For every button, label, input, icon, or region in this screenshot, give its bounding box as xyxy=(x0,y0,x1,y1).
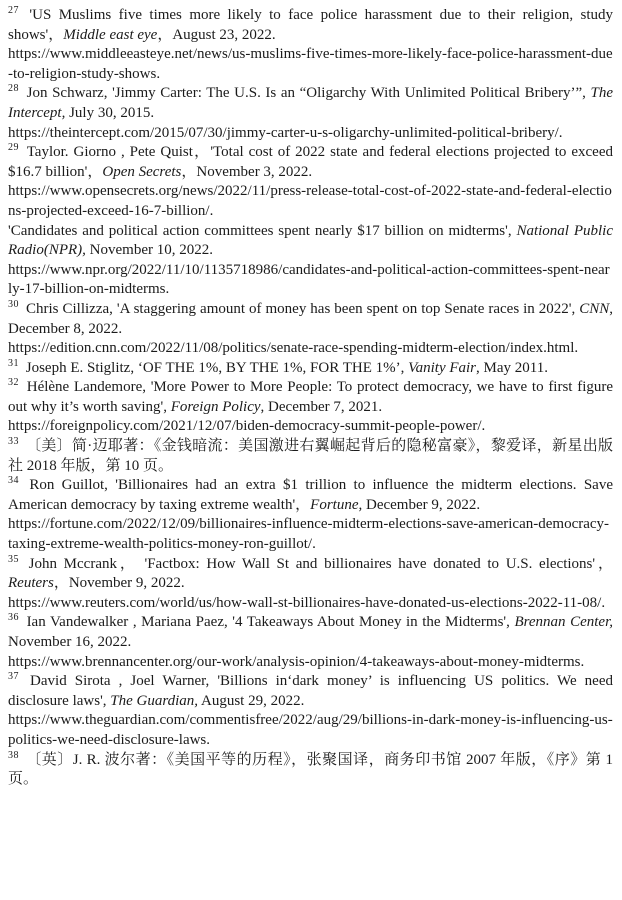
citation-segment: ，November 9, 2022. xyxy=(53,575,185,592)
citation-text xyxy=(8,437,613,476)
footnote-number: 33 xyxy=(8,436,19,448)
source-name: National Public Radio(NPR), xyxy=(8,222,613,259)
citation-segment: November 16, 2022. xyxy=(8,634,132,650)
footnote-number: 28 xyxy=(8,83,19,95)
citation-url: https://www.brennancenter.org/our-work/analysis-opinion/4-takeaways-about-money-midterms. xyxy=(8,653,585,670)
source-name: Middle east eye xyxy=(63,26,158,43)
citation-segment: 'Candidates and political action committees spent nearly $17 billion on midterms', xyxy=(8,222,517,239)
footnote-number: 38 xyxy=(8,749,19,761)
citation-text xyxy=(8,143,613,182)
citation-url: https://fortune.com/2022/12/09/billionaires-influence-midterm-elections-save-american-democracy-taxing-extreme-wealth-politics-money-ron-guillot/. xyxy=(8,516,610,553)
citation-text xyxy=(8,6,613,45)
footnote-number: 29 xyxy=(8,142,19,154)
citation-segment: November 10, 2022. xyxy=(85,242,213,259)
footnote xyxy=(8,300,613,359)
footnote xyxy=(8,751,613,790)
citation-segment: , December 8, 2022. xyxy=(8,300,614,337)
footnote-list xyxy=(8,6,613,790)
footnote-number: 31 xyxy=(8,357,19,369)
citation-url: https://www.theguardian.com/commentisfree/2022/aug/29/billions-in-dark-money-is-influencing-us-politics-we-need-disclosure-laws. xyxy=(8,712,613,748)
footnote xyxy=(8,143,613,221)
source-name: Open Secrets xyxy=(102,163,182,180)
citation-url: https://www.middleeasteye.net/news/us-muslims-five-times-more-likely-face-police-harassment-due-to-religion-study-shows. xyxy=(8,46,613,82)
citation-segment: Taylor. Giorno , Pete Quist，'Total cost of 2022 state and federal elections projected to exceed $16.7 billion'， xyxy=(8,144,614,180)
citation-text xyxy=(8,359,613,379)
source-name: CNN xyxy=(579,300,610,317)
footnote xyxy=(8,555,613,614)
citation-text xyxy=(8,751,613,790)
citation-text xyxy=(8,300,613,339)
citation-text xyxy=(8,476,613,515)
footnote-number: 37 xyxy=(8,671,19,683)
citation-segment: 〔美〕简·迈耶著：《金钱暗流：美国激进右翼崛起背后的隐秘富豪》，黎爱译，新星出版社 2018 年版，第 10 页。 xyxy=(8,438,614,474)
citation-segment: July 30, 2015. xyxy=(65,104,155,121)
source-name: The Intercept, xyxy=(8,85,614,121)
citation-url: https://www.npr.org/2022/11/10/1135718986/candidates-and-political-action-committees-spent-nearly-17-billion-on-midterms. xyxy=(8,261,610,298)
source-name: Vanity Fair xyxy=(408,359,477,376)
citation-url: https://edition.cnn.com/2022/11/08/politics/senate-race-spending-midterm-election/index.html. xyxy=(8,340,579,357)
citation-text xyxy=(8,84,613,123)
footnote-number: 30 xyxy=(8,298,19,310)
citation-segment: 'US Muslims five times more likely to face police harassment due to their religion, study shows'， xyxy=(8,7,613,43)
footnote xyxy=(8,84,613,143)
citation-url: https://www.opensecrets.org/news/2022/11/press-release-total-cost-of-2022-state-and-federal-elections-projected-exceed-16-7-billion/. xyxy=(8,183,612,219)
source-name: Foreign Policy xyxy=(170,398,261,415)
citation-text xyxy=(8,555,613,594)
citation-url: https://www.reuters.com/world/us/how-wall-st-billionaires-have-donated-us-elections-2022-11-08/. xyxy=(8,594,606,611)
citation-segment: David Sirota , Joel Warner, 'Billions in‘dark money’ is influencing US politics. We need disclosure laws', xyxy=(8,673,613,709)
footnote-number: 34 xyxy=(8,475,19,487)
citation-segment: ，November 3, 2022. xyxy=(181,163,313,180)
footnote-number: 32 xyxy=(8,377,19,389)
footnote xyxy=(8,672,613,750)
footnote xyxy=(8,613,613,672)
citation-text xyxy=(8,613,613,652)
citation-segment: Jon Schwarz, 'Jimmy Carter: The U.S. Is an “Oligarchy With Unlimited Political Bribery’”, xyxy=(26,85,591,102)
footnote xyxy=(8,476,613,554)
citation-segment: Chris Cillizza, 'A staggering amount of money has been spent on top Senate races in 2022', xyxy=(26,300,580,317)
source-name: Fortune, xyxy=(310,496,363,513)
citation-segment: Ron Guillot, 'Billionaires had an extra $1 trillion to influence the midterm elections. Save American democracy by taxing extreme wealth'， xyxy=(8,477,613,513)
citation-segment: August 29, 2022. xyxy=(198,692,305,709)
citation-url: https://theintercept.com/2015/07/30/jimmy-carter-u-s-oligarchy-unlimited-political-bribery/. xyxy=(8,124,563,141)
citation-url: https://foreignpolicy.com/2021/12/07/biden-democracy-summit-people-power/. xyxy=(8,418,486,435)
source-name: The Guardian, xyxy=(110,692,199,709)
source-name: Brennan Center, xyxy=(514,614,614,631)
footnote xyxy=(8,222,613,300)
footnote xyxy=(8,359,613,379)
footnote xyxy=(8,6,613,84)
citation-segment: John Mccrank， 'Factbox: How Wall St and billionaires have donated to U.S. elections'， xyxy=(28,555,613,572)
citation-segment: , May 2011. xyxy=(476,359,548,376)
citation-text xyxy=(8,378,613,417)
citation-segment: Ian Vandewalker , Mariana Paez, '4 Takeaways About Money in the Midterms', xyxy=(26,614,515,631)
footnote xyxy=(8,437,613,476)
citation-segment: ，August 23, 2022. xyxy=(157,26,276,43)
citation-segment: 〔英〕J. R. 波尔著：《美国平等的历程》，张聚国译，商务印书馆 2007 年版，《序》第 1 页。 xyxy=(8,751,613,788)
footnote-number: 36 xyxy=(8,612,19,624)
footnote-number: 35 xyxy=(8,553,19,565)
citation-text xyxy=(8,672,613,711)
citation-segment: Joseph E. Stiglitz, ‘OF THE 1%, BY THE 1%, FOR THE 1%’, xyxy=(25,359,409,376)
footnote xyxy=(8,378,613,437)
source-name: Reuters xyxy=(8,575,54,592)
citation-text xyxy=(8,222,613,261)
citation-segment: , December 7, 2021. xyxy=(260,398,383,415)
footnote-number: 27 xyxy=(8,5,19,16)
citation-segment: Hélène Landemore, 'More Power to More People: To protect democracy, we have to first figure out why it’s worth saving', xyxy=(8,379,614,415)
citation-segment: December 9, 2022. xyxy=(362,496,481,513)
